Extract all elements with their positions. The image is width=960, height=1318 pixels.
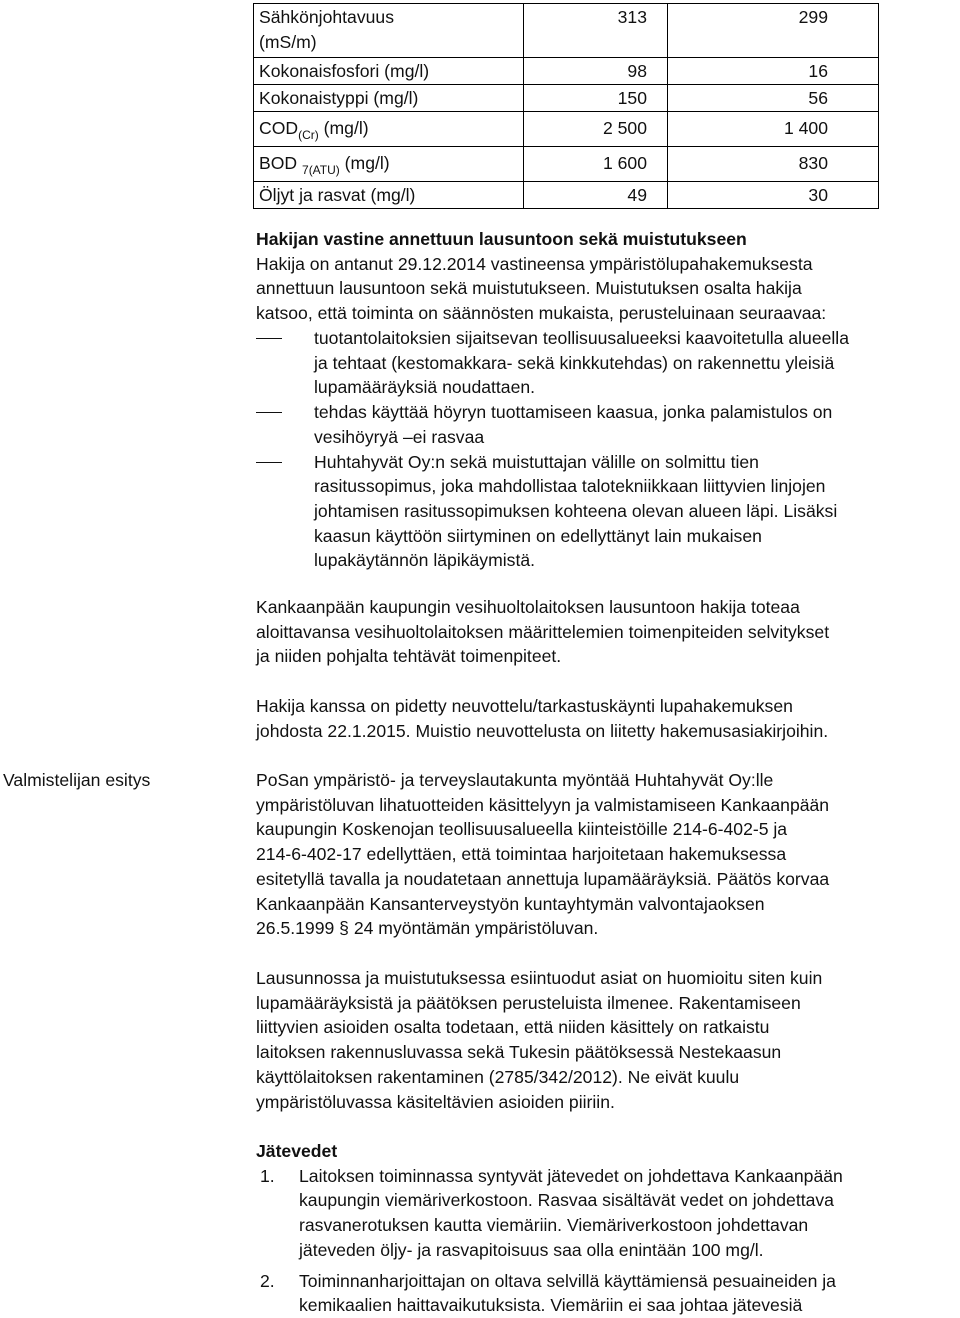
list-item-line: lupakäytännön läpikäymistä. — [314, 550, 536, 571]
table-cell-value: 49 — [524, 182, 668, 209]
paragraph-line: PoSan ympäristö- ja terveyslautakunta myöntää Huhtahyvät Oy:lle — [256, 770, 774, 790]
item-number: 2. — [260, 1270, 275, 1291]
vastine-bullet-list — [256, 326, 960, 573]
paragraph-line: ympäristöluvan lihatuotteiden käsittelyyn ja valmistamiseen Kankaanpään — [256, 794, 830, 815]
list-item-line: lupamääräyksiä noudattaen. — [314, 377, 536, 398]
cell-text: Sähkönjohtavuus — [259, 7, 394, 27]
table-cell-value: 16 — [668, 58, 879, 85]
list-item-line: kaasun käyttöön siirtyminen on edellyttänyt lain mukaisen — [314, 525, 762, 546]
side-label: Valmistelijan esitys — [3, 770, 151, 790]
esitys-paragraph — [256, 768, 960, 941]
table-cell-label — [254, 4, 524, 58]
list-item-line: rasitussopimus, joka mahdollistaa talotekniikkaan liittyvien linjojen — [314, 476, 826, 497]
item-number: 1. — [260, 1165, 275, 1186]
item-line: Toiminnanharjoittajan on oltava selvillä käyttämiensä pesuaineiden ja — [299, 1270, 836, 1291]
table-cell-value: 98 — [524, 58, 668, 85]
neuvottelu-paragraph — [256, 694, 960, 743]
table-row — [254, 85, 879, 112]
cell-text: (mS/m) — [259, 32, 317, 52]
lausunnot-paragraph — [256, 966, 960, 1114]
item-line: jäteveden öljy- ja rasvapitoisuus saa olla enintään 100 mg/l. — [299, 1239, 764, 1260]
paragraph-line: esitetyllä tavalla ja noudatetaan annettuja lupamääräyksiä. Päätös korvaa — [256, 868, 830, 889]
table-row — [254, 147, 879, 182]
table-cell-value: 2 500 — [524, 112, 668, 147]
subscript: 7(ATU) — [302, 163, 340, 177]
table-cell-value: 830 — [668, 147, 879, 182]
paragraph-line: Hakija kanssa on pidetty neuvottelu/tarkastuskäynti lupahakemuksen — [256, 696, 793, 716]
table-cell-value: 150 — [524, 85, 668, 112]
section-heading: Jätevedet — [256, 1141, 338, 1161]
paragraph-line: liittyvien asioiden osalta todetaan, että niiden käsittely on ratkaistu — [256, 1017, 770, 1038]
table-cell-label: Öljyt ja rasvat (mg/l) — [254, 182, 524, 209]
table-row — [254, 112, 879, 147]
paragraph-line: 26.5.1999 § 24 myöntämän ympäristöluvan. — [256, 918, 599, 939]
table-cell-label — [254, 112, 524, 147]
paragraph-line: ympäristöluvassa käsiteltävien asioiden piiriin. — [256, 1091, 615, 1112]
cell-text: (mg/l) — [339, 153, 390, 173]
paragraph-line: käyttölaitoksen rakentaminen (2785/342/2012). Ne eivät kuulu — [256, 1066, 740, 1087]
vastine-section — [256, 227, 960, 326]
dash-bullet-icon — [256, 462, 282, 463]
item-line: kaupungin viemäriverkostoon. Rasvaa sisältävät vedet on johdettava — [299, 1190, 834, 1211]
table-cell-value: 313 — [524, 4, 668, 58]
dash-bullet-icon — [256, 412, 282, 413]
table-cell-label: Kokonaisfosfori (mg/l) — [254, 58, 524, 85]
table-cell-value: 30 — [668, 182, 879, 209]
paragraph-line: ja niiden pohjalta tehtävät toimenpiteet. — [256, 646, 562, 667]
table-cell-value: 56 — [668, 85, 879, 112]
jatevedet-section — [256, 1139, 960, 1318]
list-item-line: johtamisen rasitussopimuksen kohteena olevan alueen läpi. Lisäksi — [314, 500, 838, 521]
paragraph-line: katsoo, että toiminta on säännösten mukaista, perusteluinaan seuraavaa: — [256, 303, 827, 324]
list-item-line: vesihöyryä –ei rasvaa — [314, 426, 485, 447]
kankaanpaa-paragraph — [256, 595, 960, 669]
paragraph-line: Kankaanpään Kansanterveystyön kuntayhtymän valvontajaoksen — [256, 893, 765, 914]
paragraph-line: kaupungin Koskenojan teollisuusalueella kiinteistöille 214-6-402-5 ja — [256, 819, 788, 840]
paragraph-line: johdosta 22.1.2015. Muistio neuvottelusta on liitetty hakemusasiakirjoihin. — [256, 720, 829, 741]
paragraph-line: lupamääräyksistä ja päätöksen perusteluista ilmenee. Rakentamiseen — [256, 992, 801, 1013]
table-cell-value: 1 600 — [524, 147, 668, 182]
list-item-line: tehdas käyttää höyryn tuottamiseen kaasua, jonka palamistulos on — [314, 402, 833, 423]
paragraph-line: Hakija on antanut 29.12.2014 vastineensa ympäristölupahakemuksesta — [256, 253, 813, 274]
paragraph-line: aloittavansa vesihuoltolaitoksen määrittelemien toimenpiteiden selvitykset — [256, 621, 830, 642]
list-item — [256, 450, 960, 574]
table-row — [254, 182, 879, 209]
table-row — [254, 58, 879, 85]
item-line: kemikaalien haittavaikutuksista. Viemäriin ei saa johtaa jätevesiä — [299, 1295, 803, 1316]
cell-text: COD — [259, 118, 299, 138]
numbered-item — [256, 1269, 960, 1318]
cell-text: (mg/l) — [318, 118, 369, 138]
paragraph-line: Lausunnossa ja muistutuksessa esiintuodut asiat on huomioitu siten kuin — [256, 968, 823, 988]
paragraph-line: annettuun lausuntoon sekä muistutukseen. Muistutuksen osalta hakija — [256, 278, 802, 299]
numbered-item — [256, 1164, 960, 1263]
table-cell-value: 299 — [668, 4, 879, 58]
paragraph-line: laitoksen rakennusluvassa sekä Tukesin päätöksessä Nestekaasun — [256, 1042, 782, 1063]
table-cell-label: Kokonaistyppi (mg/l) — [254, 85, 524, 112]
cell-text: BOD — [259, 153, 303, 173]
list-item-line: tuotantolaitoksien sijaitsevan teollisuusalueeksi kaavoitetulla alueella — [314, 328, 849, 348]
paragraph-line: 214-6-402-17 edellyttäen, että toimintaa harjoitetaan hakemuksessa — [256, 844, 787, 865]
dash-bullet-icon — [256, 338, 282, 339]
table-cell-value: 1 400 — [668, 112, 879, 147]
list-item — [256, 326, 960, 400]
subscript: (Cr) — [298, 128, 319, 142]
list-item-line: ja tehtaat (kestomakkara- sekä kinkkutehdas) on rakennettu yleisiä — [314, 352, 835, 373]
item-line: rasvanerotuksen kautta viemäriin. Viemäriverkostoon johdettavan — [299, 1215, 809, 1236]
water-quality-table — [253, 3, 879, 209]
list-item-line: Huhtahyvät Oy:n sekä muistuttajan välille on solmittu tien — [314, 451, 759, 472]
paragraph-line: Kankaanpään kaupungin vesihuoltolaitoksen lausuntoon hakija toteaa — [256, 597, 800, 617]
table-row — [254, 4, 879, 58]
list-item — [256, 400, 960, 449]
table-cell-label — [254, 147, 524, 182]
item-line: Laitoksen toiminnassa syntyvät jätevedet on johdettava Kankaanpään — [299, 1165, 843, 1186]
section-heading: Hakijan vastine annettuun lausuntoon sekä muistutukseen — [256, 229, 747, 249]
